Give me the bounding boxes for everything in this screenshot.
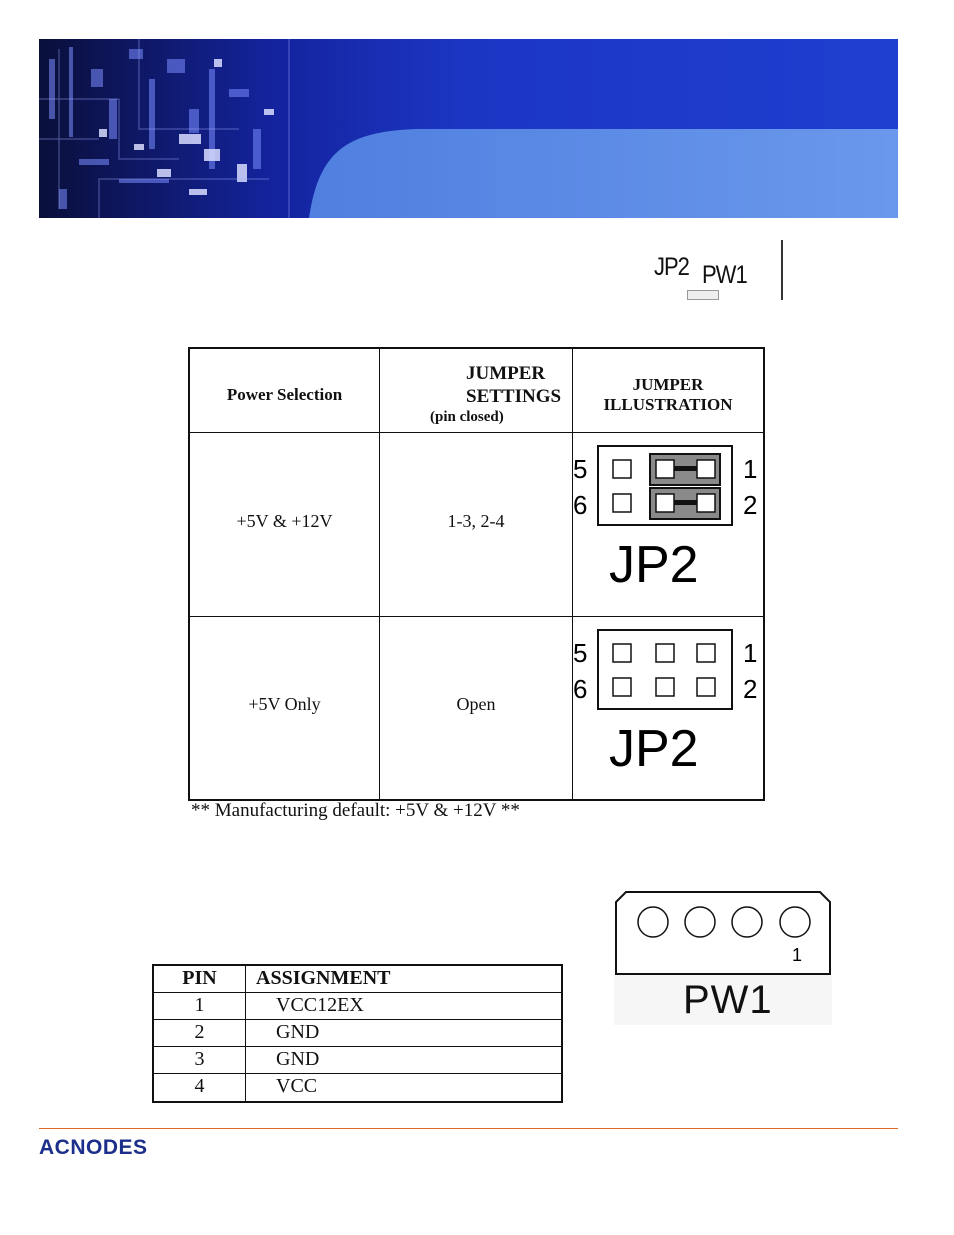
jumper-setting-value: Open	[456, 694, 496, 714]
acnodes-logo	[39, 1134, 199, 1160]
pw1-label: PW1	[683, 978, 773, 1022]
pin-table-header-row	[154, 966, 561, 993]
header-jumper-illustration-cell	[573, 349, 763, 432]
table-row	[154, 993, 561, 1020]
header-banner	[39, 39, 898, 218]
table-row	[154, 1047, 561, 1074]
pin-2	[697, 494, 715, 512]
pin-label-2: 2	[743, 674, 758, 704]
jumper-table-row	[190, 432, 763, 617]
header-jumper-illustration-line1: JUMPER	[632, 375, 704, 394]
pin-label-6: 6	[573, 490, 588, 520]
jumper-setting-value: 1-3, 2-4	[447, 511, 505, 531]
jp2-label: JP2	[609, 536, 699, 594]
pin-number: 4	[154, 1074, 246, 1101]
logo-text: ACNODES	[39, 1136, 148, 1159]
pin-2	[697, 678, 715, 696]
pin-5	[613, 644, 631, 662]
pin-1	[697, 644, 715, 662]
circuit-board-banner-image	[39, 39, 898, 218]
header-jumper-settings-line1: JUMPER	[466, 363, 546, 384]
pin-label-1: 1	[743, 638, 758, 668]
pin-assignment: GND	[276, 1021, 320, 1043]
pw1-connector-illustration	[614, 890, 834, 976]
pin-header: PIN	[154, 966, 246, 992]
footer-rule	[39, 1128, 898, 1129]
manufacturing-default-note: ** Manufacturing default: +5V & +12V **	[191, 800, 520, 821]
header-jumper-settings-cell	[380, 349, 573, 432]
header-pin-closed: (pin closed)	[430, 409, 504, 425]
pin-label-5: 5	[573, 454, 588, 484]
power-cell	[190, 432, 380, 616]
pin-assignment-table	[152, 964, 563, 1103]
illustration-cell	[573, 432, 763, 616]
jp2-label: JP2	[609, 720, 699, 778]
jumper-bridge-top	[674, 466, 697, 471]
table-row	[154, 1074, 561, 1101]
snippet-pw1-label: PW1	[702, 260, 747, 289]
pin-label-5: 5	[573, 638, 588, 668]
power-selection-value: +5V & +12V	[236, 511, 333, 531]
pin-4	[656, 494, 674, 512]
pin-assignment: VCC12EX	[276, 994, 364, 1016]
jp2-closed-illustration	[573, 432, 765, 616]
jumper-settings-table	[188, 347, 765, 801]
snippet-connector	[687, 290, 719, 300]
pin-label-1: 1	[743, 454, 758, 484]
pin-3	[656, 460, 674, 478]
jumper-header-outline	[598, 630, 732, 709]
pin-3	[656, 644, 674, 662]
pin-number: 1	[154, 993, 246, 1019]
board-location-snippet	[650, 240, 790, 304]
pin-6	[613, 494, 631, 512]
table-row	[154, 1020, 561, 1047]
illustration-cell	[573, 616, 763, 799]
setting-cell	[380, 432, 573, 616]
jp2-open-illustration	[573, 616, 765, 799]
snippet-jp2-label: JP2	[654, 252, 689, 281]
snippet-board-edge	[781, 240, 783, 300]
jumper-table-header-row	[190, 349, 763, 433]
jumper-bridge-bottom	[674, 500, 697, 505]
pin-5	[613, 460, 631, 478]
pin-number: 2	[154, 1020, 246, 1046]
pin-6	[613, 678, 631, 696]
pin-label-2: 2	[743, 490, 758, 520]
pin-number: 3	[154, 1047, 246, 1073]
pin-label-6: 6	[573, 674, 588, 704]
power-cell	[190, 616, 380, 799]
assignment-header: ASSIGNMENT	[256, 967, 391, 989]
pin-1	[697, 460, 715, 478]
power-selection-value: +5V Only	[248, 694, 321, 714]
jumper-table-row	[190, 616, 763, 799]
header-jumper-settings-line2: SETTINGS	[466, 386, 562, 407]
pw1-pin-one-label: 1	[792, 945, 803, 965]
header-power-selection-cell	[190, 349, 380, 432]
header-jumper-illustration-line2: ILLUSTRATION	[603, 395, 733, 414]
header-power-selection: Power Selection	[226, 385, 343, 404]
setting-cell	[380, 616, 573, 799]
pin-assignment: VCC	[276, 1075, 318, 1097]
pin-4	[656, 678, 674, 696]
pin-assignment: GND	[276, 1048, 320, 1070]
